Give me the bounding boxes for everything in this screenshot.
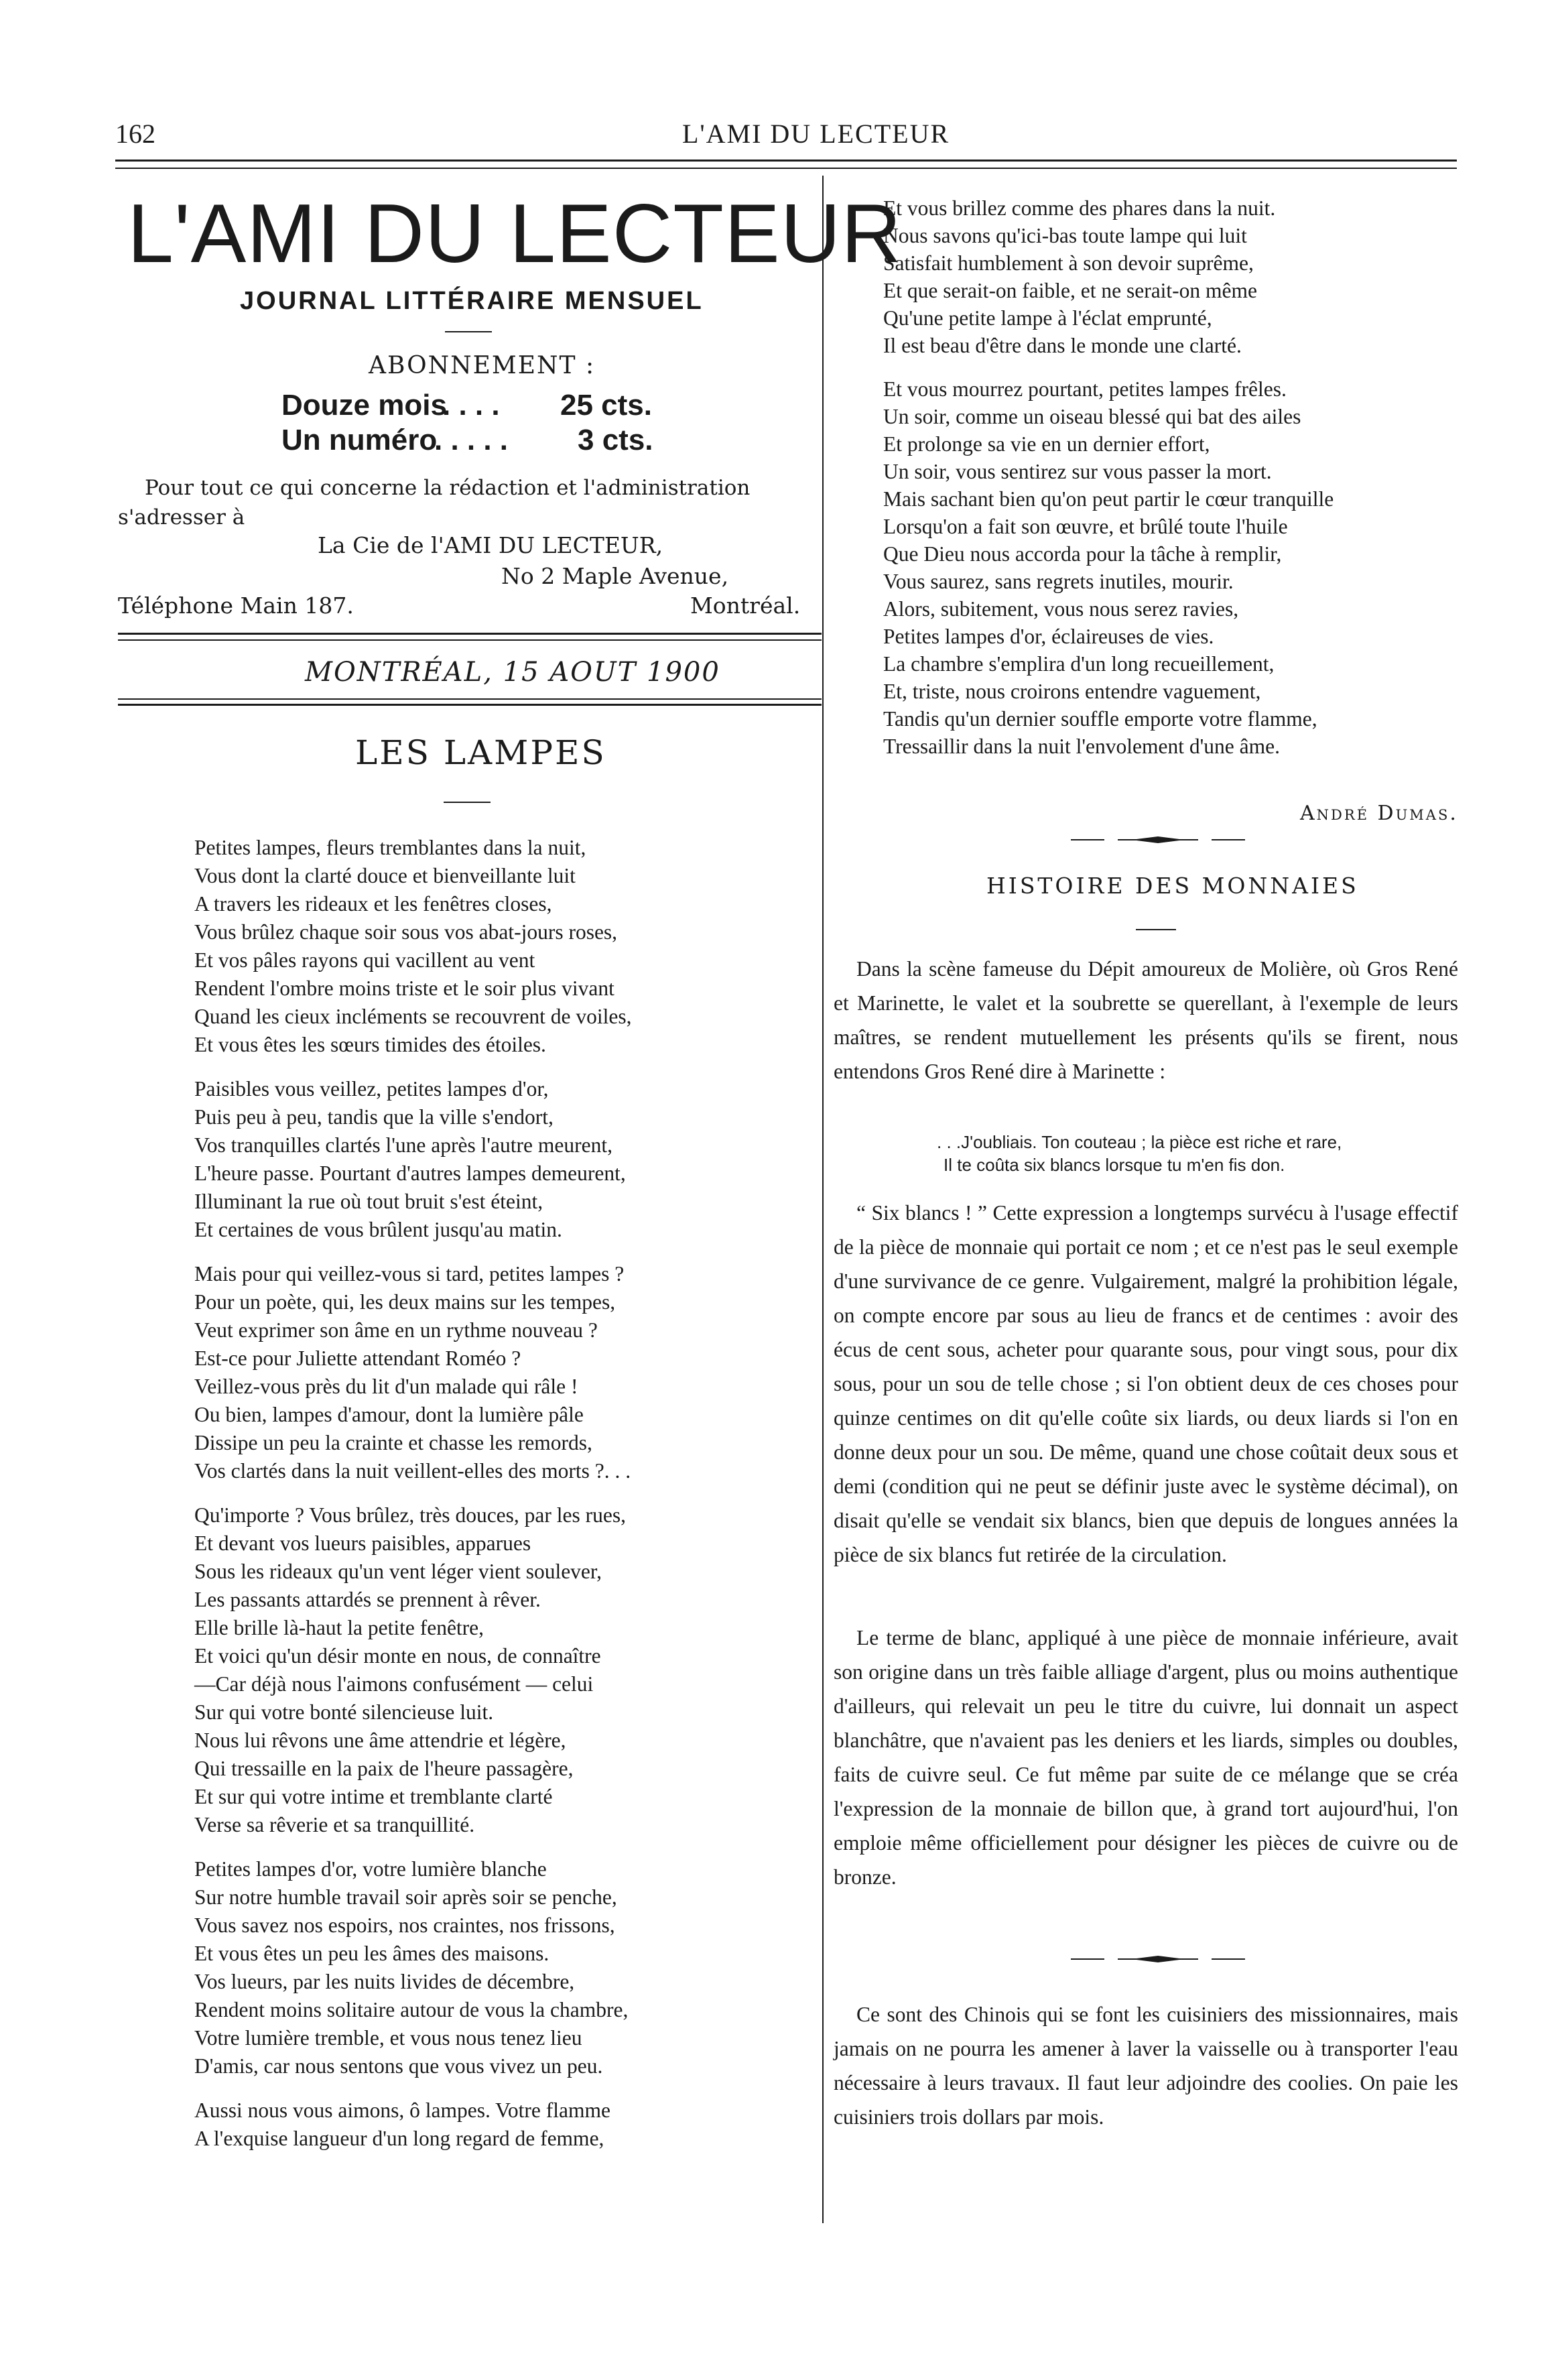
poem-line: Et vous êtes un peu les âmes des maisons. bbox=[194, 1942, 549, 1965]
masthead-subtitle: JOURNAL LITTÉRAIRE MENSUEL bbox=[240, 287, 704, 315]
poem-line: Quand les cieux incléments se recouvrent de voiles, bbox=[194, 1005, 632, 1028]
poem-line: Vos lueurs, par les nuits livides de décembre, bbox=[194, 1970, 575, 1993]
poem-line: Rendent l'ombre moins triste et le soir plus vivant bbox=[194, 977, 614, 1000]
poem-line: Rendent moins solitaire autour de vous la chambre, bbox=[194, 1998, 629, 2021]
poem-stanza bbox=[194, 1260, 632, 1485]
paragraph-text: Dans la scène fameuse du Dépit amoureux de Molière, où Gros René et Marinette, le valet et la soubrette se querellant, à l'exemple de leurs maîtres, se rendent mutuellement les présents qu'ils se firent, nous entendons Gros René dire à Marinette : bbox=[834, 957, 1458, 1083]
poem-line: Sur qui votre bonté silencieuse luit. bbox=[194, 1700, 494, 1724]
company-name: La Cie de l'AMI DU LECTEUR, bbox=[318, 532, 663, 558]
poem-line: Mais pour qui veillez-vous si tard, petites lampes ? bbox=[194, 1262, 625, 1286]
poem-line: Sous les rideaux qu'un vent léger vient soulever, bbox=[194, 1560, 602, 1583]
poem-stanza bbox=[883, 194, 1334, 359]
dateline-rule-bottom bbox=[118, 698, 822, 700]
poem-author: André Dumas. bbox=[1300, 802, 1458, 825]
histoire-paragraph-3 bbox=[834, 1621, 1458, 1894]
histoire-title: HISTOIRE DES MONNAIES bbox=[986, 873, 1359, 899]
poem-line: Veut exprimer son âme en un rythme nouveau ? bbox=[194, 1318, 598, 1342]
poem-line: Aussi nous vous aimons, ô lampes. Votre flamme bbox=[194, 2099, 610, 2122]
paragraph-text: “ Six blancs ! ” Cette expression a longtemps survécu à l'usage effectif de la pièce de monnaie qui portait ce nom ; et ce n'est pas le seul exemple d'une survivance de ce genre. Vulgairement, malgré la prohibition légale, on compte encore par sous au lieu de francs et de centimes : avoir des écus de cent sous, acheter pour quarante sous, pour vingt sous, pour dix sous, pour un sou de telle chose ; si l'on obtient deux de ces choses pour quinze centimes on dit qu'elle coûte six liards, ou deux liards si l'on en donne deux pour un sou. De même, quand une chose coûtait deux sous et demi (condition qui ne peut se définir juste avec le système décimal), on disait qu'elle se vendait six blancs, bien que depuis de longues années la pièce de six blancs fut retirée de la circulation. bbox=[834, 1201, 1458, 1566]
city: Montréal. bbox=[690, 592, 801, 619]
poem-line: Paisibles vous veillez, petites lampes d'or, bbox=[194, 1077, 549, 1101]
poem-line: Dissipe un peu la crainte et chasse les remords, bbox=[194, 1431, 592, 1454]
poem-stanza bbox=[194, 1501, 632, 1839]
poem-stanza bbox=[883, 375, 1334, 760]
poem-right-column bbox=[883, 194, 1334, 776]
poem-line: Petites lampes d'or, éclaireuses de vies. bbox=[883, 625, 1214, 648]
poem-line: Lorsqu'on a fait son œuvre, et brûlé toute l'huile bbox=[883, 515, 1288, 538]
paragraph-text: Ce sont des Chinois qui se font les cuisiniers des missionnaires, mais jamais on ne pourra les amener à laver la vaisselle ou à transporter l'eau nécessaire à leurs travaux. Il faut leur adjoindre des coolies. On paie les cuisiniers trois dollars par mois. bbox=[834, 2003, 1458, 2129]
poem-line: Pour un poète, qui, les deux mains sur les tempes, bbox=[194, 1290, 616, 1314]
poem-line: Alors, subitement, vous nous serez ravies, bbox=[883, 597, 1239, 621]
poem-line: Petites lampes d'or, votre lumière blanche bbox=[194, 1857, 547, 1881]
poem-line: Vous savez nos espoirs, nos craintes, nos frissons, bbox=[194, 1914, 615, 1937]
price-un-numero-dots: . . . . . bbox=[434, 424, 509, 456]
poem-stanza bbox=[194, 1075, 632, 1244]
dateline: MONTRÉAL, 15 AOUT 1900 bbox=[305, 657, 720, 688]
poem-line: Satisfait humblement à son devoir suprême, bbox=[883, 251, 1254, 275]
poem-line: Qu'importe ? Vous brûlez, très douces, par les rues, bbox=[194, 1503, 626, 1527]
poem-line: Un soir, comme un oiseau blessé qui bat des ailes bbox=[883, 405, 1301, 428]
poem-stanza bbox=[194, 834, 632, 1059]
poem-title-dash bbox=[444, 802, 491, 803]
column-divider bbox=[822, 176, 824, 2223]
poem-line: Et vos pâles rayons qui vacillent au vent bbox=[194, 948, 535, 972]
poem-line: Et, triste, nous croirons entendre vaguement, bbox=[883, 680, 1261, 703]
quote-line-1: . . .J'oubliais. Ton couteau ; la pièce est riche et rare, bbox=[937, 1132, 1342, 1152]
poem-title: LES LAMPES bbox=[355, 733, 606, 772]
dateline-rule-bottom-2 bbox=[118, 704, 822, 706]
ornament-separator bbox=[1071, 1954, 1245, 1964]
poem-line: Elle brille là-haut la petite fenêtre, bbox=[194, 1616, 484, 1639]
poem-line: Illuminant la rue où tout bruit s'est éteint, bbox=[194, 1190, 543, 1213]
poem-line: Qu'une petite lampe à l'éclat emprunté, bbox=[883, 306, 1212, 330]
poem-line: Que Dieu nous accorda pour la tâche à remplir, bbox=[883, 542, 1282, 566]
poem-line: Vos tranquilles clartés l'une après l'autre meurent, bbox=[194, 1133, 612, 1157]
poem-line: Ou bien, lampes d'amour, dont la lumière pâle bbox=[194, 1403, 584, 1426]
masthead-dash bbox=[445, 331, 492, 332]
masthead-title: L'AMI DU LECTEUR bbox=[127, 188, 902, 280]
paragraph-text: Le terme de blanc, appliqué à une pièce de monnaie inférieure, avait son origine dans un très faible alliage d'argent, plus ou moins authentique d'ailleurs, qui relevait un peu le titre du cuivre, lui donnait un aspect blanchâtre, que n'avaient pas les deniers et les liards, simples ou doubles, faits de cuivre seul. Ce fut même par suite de ce mélange que se créa l'expression de la monnaie de billon que, à grand tort aujourd'hui, l'on emploie même officiellement pour désigner les pièces de cuivre ou de bronze. bbox=[834, 1626, 1458, 1889]
price-douze-mois-label: Douze mois bbox=[281, 389, 447, 422]
poem-line: Est-ce pour Juliette attendant Roméo ? bbox=[194, 1346, 521, 1370]
price-un-numero-value: 3 cts. bbox=[578, 424, 653, 456]
poem-line: Qui tressaille en la paix de l'heure passagère, bbox=[194, 1757, 574, 1780]
price-douze-mois-dots: . . . . bbox=[442, 389, 500, 422]
poem-line: Et certaines de vous brûlent jusqu'au matin. bbox=[194, 1218, 562, 1241]
poem-line: A l'exquise langueur d'un long regard de femme, bbox=[194, 2127, 604, 2150]
poem-line: Vos clartés dans la nuit veillent-elles des morts ?. . . bbox=[194, 1459, 631, 1483]
ornament-separator bbox=[1071, 834, 1245, 845]
poem-line: D'amis, car nous sentons que vous vivez un peu. bbox=[194, 2054, 603, 2078]
poem-line: Petites lampes, fleurs tremblantes dans la nuit, bbox=[194, 836, 586, 859]
poem-line: Et devant vos lueurs paisibles, apparues bbox=[194, 1531, 531, 1555]
poem-line: Nous savons qu'ici-bas toute lampe qui luit bbox=[883, 224, 1247, 247]
page-number: 162 bbox=[115, 119, 155, 149]
poem-line: Et vous mourrez pourtant, petites lampes frêles. bbox=[883, 377, 1287, 401]
poem-line: Verse sa rêverie et sa tranquillité. bbox=[194, 1813, 475, 1836]
poem-line: Les passants attardés se prennent à rêver. bbox=[194, 1588, 541, 1611]
poem-line: Tandis qu'un dernier souffle emporte votre flamme, bbox=[883, 707, 1317, 731]
quote-line-2: Il te coûta six blancs lorsque tu m'en fis don. bbox=[944, 1155, 1285, 1175]
histoire-title-dash bbox=[1136, 929, 1176, 930]
poem-line: A travers les rideaux et les fenêtres closes, bbox=[194, 892, 552, 916]
price-un-numero-label: Un numéro bbox=[281, 424, 438, 456]
poem-line: Tressaillir dans la nuit l'envolement d'une âme. bbox=[883, 735, 1280, 758]
poem-stanza bbox=[194, 2096, 632, 2153]
poem-line: Et sur qui votre intime et tremblante clarté bbox=[194, 1785, 553, 1808]
histoire-paragraph-2 bbox=[834, 1196, 1458, 1572]
poem-line: Vous brûlez chaque soir sous vos abat-jours roses, bbox=[194, 920, 618, 944]
poem-line: Et que serait-on faible, et ne serait-on même bbox=[883, 279, 1258, 302]
header-rule-bottom bbox=[115, 168, 1457, 169]
abonnement-label: ABONNEMENT : bbox=[369, 352, 596, 379]
dateline-rule-top-2 bbox=[118, 639, 822, 641]
poem-line: Et voici qu'un désir monte en nous, de connaître bbox=[194, 1644, 601, 1668]
street-address: No 2 Maple Avenue, bbox=[501, 563, 729, 589]
poem-line: Vous dont la clarté douce et bienveillante luit bbox=[194, 864, 576, 887]
poem-line: Vous saurez, sans regrets inutiles, mourir. bbox=[883, 570, 1234, 593]
dateline-rule-top bbox=[118, 633, 822, 635]
poem-line: Sur notre humble travail soir après soir se penche, bbox=[194, 1885, 617, 1909]
price-douze-mois-value: 25 cts. bbox=[560, 389, 652, 422]
telephone: Téléphone Main 187. bbox=[118, 592, 354, 619]
chinois-paragraph bbox=[834, 1997, 1458, 2134]
histoire-paragraph-1 bbox=[834, 952, 1458, 1088]
poem-line: Et vous brillez comme des phares dans la nuit. bbox=[883, 196, 1276, 220]
poem-line: Il est beau d'être dans le monde une clarté. bbox=[883, 334, 1242, 357]
admin-text: Pour tout ce qui concerne la rédaction et l'administration s'adresser à bbox=[118, 476, 751, 529]
poem-line: L'heure passe. Pourtant d'autres lampes demeurent, bbox=[194, 1162, 626, 1185]
poem-line: Et prolonge sa vie en un dernier effort, bbox=[883, 432, 1210, 456]
header-rule-top bbox=[115, 160, 1457, 162]
poem-line: Nous lui rêvons une âme attendrie et légère, bbox=[194, 1729, 566, 1752]
poem-line: Votre lumière tremble, et vous nous tenez lieu bbox=[194, 2026, 582, 2050]
poem-line: La chambre s'emplira d'un long recueillement, bbox=[883, 652, 1275, 676]
poem-line: Puis peu à peu, tandis que la ville s'endort, bbox=[194, 1105, 554, 1129]
poem-line: Veillez-vous près du lit d'un malade qui râle ! bbox=[194, 1375, 578, 1398]
poem-line: Mais sachant bien qu'on peut partir le cœur tranquille bbox=[883, 487, 1334, 511]
poem-stanza bbox=[194, 1855, 632, 2080]
poem-left-column bbox=[194, 834, 632, 2169]
poem-line: —Car déjà nous l'aimons confusément — celui bbox=[194, 1672, 594, 1696]
poem-line: Et vous êtes les sœurs timides des étoiles. bbox=[194, 1033, 546, 1056]
poem-line: Un soir, vous sentirez sur vous passer la mort. bbox=[883, 460, 1272, 483]
running-title: L'AMI DU LECTEUR bbox=[682, 119, 950, 149]
